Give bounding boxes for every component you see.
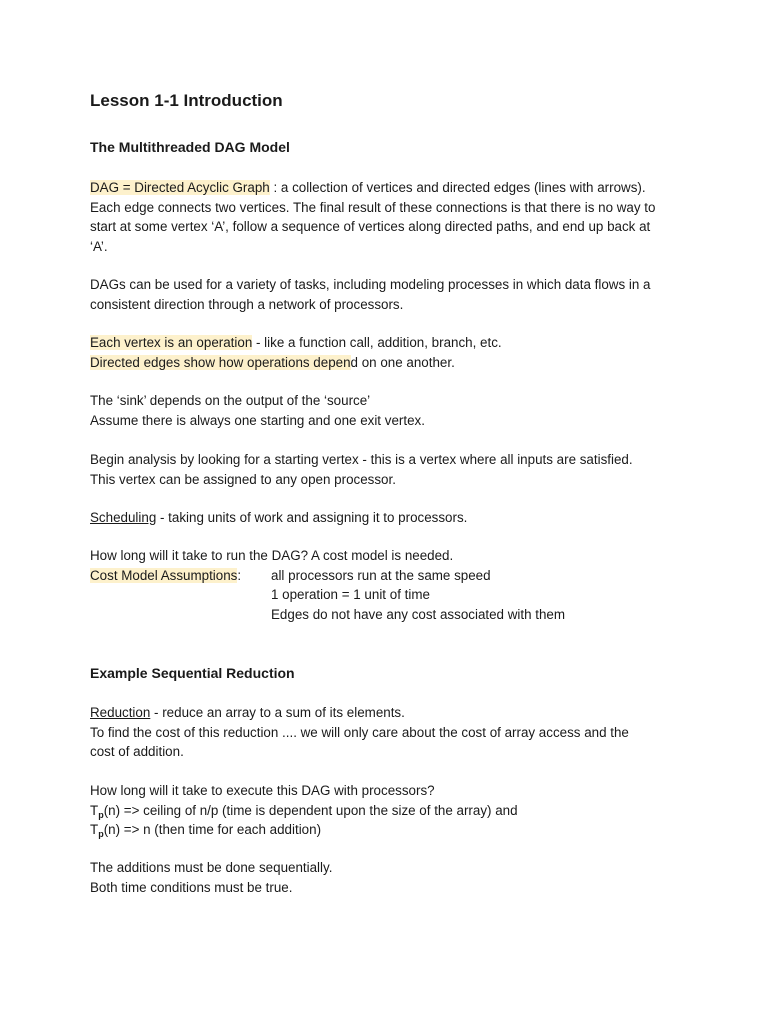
sink-line-2: Assume there is always one starting and one exit vertex. [90, 412, 425, 428]
begin-line-2: This vertex can be assigned to any open processor. [90, 471, 396, 487]
tp-symbol-1: T [90, 802, 99, 818]
edges-text: d on one another. [350, 354, 455, 370]
cost-term-colon: : [237, 567, 242, 583]
sink-line-1: The ‘sink’ depends on the output of the ‘source’ [90, 393, 371, 408]
final-line-2: Both time conditions must be true. [90, 879, 293, 895]
section-heading-reduction: Example Sequential Reduction [90, 665, 295, 681]
dag-line-2: start at some vertex ‘A’, follow a sequence of vertices along directed paths, and end up back at [90, 219, 651, 234]
edges-highlight: Directed edges show how operations depen [90, 354, 351, 370]
reduction-line [90, 703, 405, 723]
scheduling-text: - taking units of work and assigning it to processors. [156, 510, 468, 525]
cost-question: How long will it take to run the DAG? A cost model is needed. [90, 548, 454, 563]
cost-assumptions-line [90, 566, 690, 586]
edges-line [90, 353, 455, 373]
cost-item-1: all processors run at the same speed [271, 567, 491, 583]
reduction-term: Reduction [90, 705, 151, 720]
tp-subscript-2: p [98, 829, 104, 839]
vertex-line [90, 333, 502, 353]
vertex-highlight: Each vertex is an operation [90, 335, 253, 350]
vertex-text: - like a function call, addition, branch, etc. [252, 335, 502, 350]
tp-text-1: (n) => ceiling of n/p (time is dependent upon the size of the array) and [103, 802, 518, 818]
execute-question: How long will it take to execute this DAG with processors? [90, 783, 435, 798]
dag-definition-text: : a collection of vertices and directed edges (lines with arrows). [269, 180, 646, 195]
scheduling-line [90, 508, 467, 528]
tp-subscript-1: p [98, 809, 104, 820]
dag-definition-line [90, 178, 646, 198]
final-line-1: The additions must be done sequentially. [90, 860, 333, 875]
reduction-cost-line-1: To find the cost of this reduction .... we will only care about the cost of array access and the [90, 724, 629, 740]
tp-line-2 [90, 820, 321, 845]
begin-line-1: Begin analysis by looking for a starting vertex - this is a vertex where all inputs are satisfied. [90, 452, 633, 467]
section-heading-dag-model: The Multithreaded DAG Model [90, 139, 290, 155]
reduction-text: - reduce an array to a sum of its elements. [150, 705, 405, 720]
cost-item-2: 1 operation = 1 unit of time [271, 587, 430, 602]
dag-uses-line-1: DAGs can be used for a variety of tasks, including modeling processes in which data flows in a [90, 277, 651, 292]
dag-line-1: Each edge connects two vertices. The final result of these connections is that there is no way to [90, 199, 656, 215]
cost-term-highlight: Cost Model Assumptions [90, 567, 238, 583]
dag-uses-line-2: consistent direction through a network of processors. [90, 296, 404, 312]
reduction-cost-line-2: cost of addition. [90, 744, 184, 759]
cost-item-3: Edges do not have any cost associated with them [271, 606, 566, 622]
lesson-title: Lesson 1-1 Introduction [90, 91, 283, 110]
scheduling-term: Scheduling [90, 510, 157, 525]
tp-symbol-2: T [90, 822, 99, 837]
dag-term-highlight: DAG = Directed Acyclic Graph [90, 180, 270, 195]
dag-line-3: ‘A’. [90, 238, 108, 254]
tp-text-2: (n) => n (then time for each addition) [103, 822, 322, 837]
